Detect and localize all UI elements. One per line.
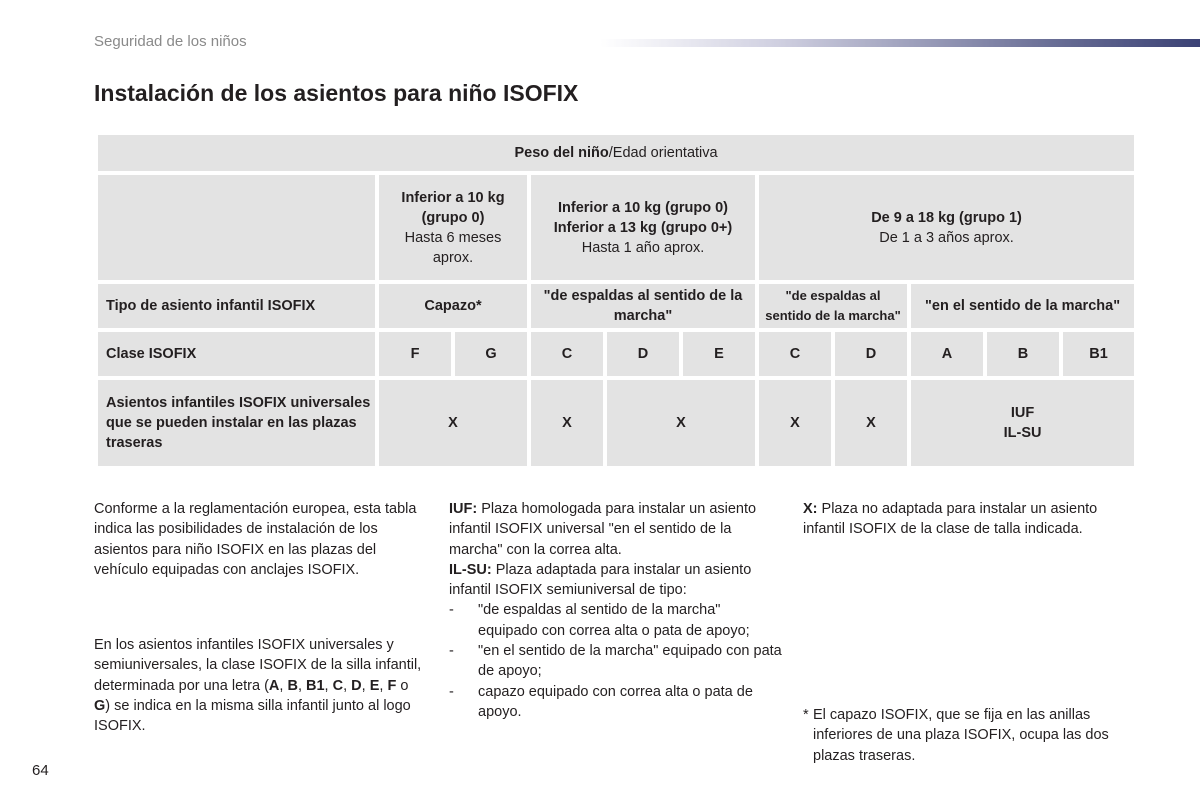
ilsu-label: IL-SU xyxy=(1003,425,1042,441)
dash-bullet: - xyxy=(449,683,454,700)
class-letter: A xyxy=(268,677,280,694)
weight-group-cell xyxy=(757,173,1136,282)
age-group-text: aprox. xyxy=(432,249,474,266)
isofix-class-paragraph xyxy=(94,635,424,736)
list-item xyxy=(449,682,784,723)
isofix-class-cell: B xyxy=(985,330,1061,378)
separator: o xyxy=(396,677,409,694)
isofix-class-cell: C xyxy=(757,330,833,378)
isofix-class-cell: A xyxy=(909,330,985,378)
class-letter: B xyxy=(287,677,298,694)
seat-type-cell: Capazo* xyxy=(377,282,529,330)
list-item-text: "de espaldas al sentido de la marcha" equipado con correa alta o pata de apoyo; xyxy=(478,602,750,639)
seat-availability-cell xyxy=(909,378,1136,468)
seat-type-cell: "de espaldas al sentido de la marcha" xyxy=(529,282,757,330)
text-column-middle xyxy=(449,499,784,722)
header-weight-label: Peso del niño xyxy=(514,145,609,161)
seat-availability-cell: X xyxy=(529,378,605,468)
section-header: Seguridad de los niños xyxy=(94,33,247,50)
isofix-class-cell: E xyxy=(681,330,757,378)
header-gradient-bar xyxy=(600,39,1200,47)
ilsu-definition xyxy=(449,560,784,601)
weight-group-text: Inferior a 10 kg xyxy=(401,189,505,206)
isofix-class-cell: C xyxy=(529,330,605,378)
dash-bullet: - xyxy=(449,602,454,619)
row-label: Asientos infantiles ISOFIX universales que se pueden instalar en las plazas traseras xyxy=(96,378,377,468)
separator: , xyxy=(361,677,370,694)
table-header-cell xyxy=(96,133,1136,173)
weight-group-text: Inferior a 10 kg (grupo 0) xyxy=(558,199,728,216)
age-group-text: Hasta 1 año aprox. xyxy=(581,239,705,256)
x-term: X: xyxy=(803,501,818,517)
text-column-right xyxy=(803,499,1138,540)
iuf-label: IUF xyxy=(1010,405,1035,421)
seat-type-cell: "de espaldas al sentido de la marcha" xyxy=(757,282,909,330)
class-letter: G xyxy=(94,697,106,714)
iuf-definition xyxy=(449,499,784,560)
seat-type-cell: "en el sentido de la marcha" xyxy=(909,282,1136,330)
seat-availability-cell: X xyxy=(605,378,757,468)
list-item xyxy=(449,600,784,641)
age-group-text: De 1 a 3 años aprox. xyxy=(879,229,1014,246)
class-letter: E xyxy=(369,677,380,694)
weight-group-text: De 9 a 18 kg (grupo 1) xyxy=(871,209,1022,226)
table-row-seat-type xyxy=(96,282,1136,330)
text-column-left xyxy=(94,499,424,580)
row-label: Tipo de asiento infantil ISOFIX xyxy=(96,282,377,330)
list-item-text: capazo equipado con correa alta o pata de apoyo. xyxy=(478,683,753,720)
footnote xyxy=(803,705,1143,766)
class-letter: F xyxy=(387,677,397,694)
footnote-marker: * xyxy=(803,707,809,723)
row-label: Clase ISOFIX xyxy=(96,330,377,378)
footnote-text: El capazo ISOFIX, que se fija en las anillas inferiores de una plaza ISOFIX, ocupa las dos plazas traseras. xyxy=(813,707,1109,764)
isofix-class-cell: D xyxy=(833,330,909,378)
isofix-class-cell: D xyxy=(605,330,681,378)
ilsu-text: Plaza adaptada para instalar un asiento infantil ISOFIX semiuniversal de tipo: xyxy=(449,561,752,599)
weight-group-text: Inferior a 13 kg (grupo 0+) xyxy=(553,219,733,236)
table-row-isofix-class xyxy=(96,330,1136,378)
dash-bullet: - xyxy=(449,643,454,660)
list-item xyxy=(449,641,784,682)
age-group-text: Hasta 6 meses xyxy=(404,229,502,246)
table-header-row xyxy=(96,133,1136,173)
isofix-class-cell: F xyxy=(377,330,453,378)
separator: , xyxy=(343,677,352,694)
weight-group-cell xyxy=(529,173,757,282)
separator: , xyxy=(379,677,388,694)
weight-group-cell xyxy=(377,173,529,282)
text-column-left-lower xyxy=(94,635,424,736)
paragraph-text: ) se indica en la misma silla infantil junto al logo ISOFIX. xyxy=(94,697,411,735)
ilsu-type-list xyxy=(449,600,784,722)
class-letter: B1 xyxy=(306,677,325,694)
table-row-universal-seats xyxy=(96,378,1136,468)
separator: , xyxy=(279,677,288,694)
empty-corner-cell xyxy=(96,173,377,282)
isofix-table xyxy=(94,131,1138,470)
paragraph-text: En los asientos infantiles ISOFIX universales y semiuniversales, la clase ISOFIX de la silla infantil, determinada por una letra ( xyxy=(94,637,422,694)
header-age-label: /Edad orientativa xyxy=(608,145,718,161)
x-text: Plaza no adaptada para instalar un asiento infantil ISOFIX de la clase de talla indicada. xyxy=(803,501,1098,538)
seat-availability-cell: X xyxy=(377,378,529,468)
separator: , xyxy=(324,677,333,694)
weight-group-text: (grupo 0) xyxy=(421,209,485,226)
isofix-class-cell: G xyxy=(453,330,529,378)
seat-availability-cell: X xyxy=(757,378,833,468)
table-row-weight-groups xyxy=(96,173,1136,282)
isofix-class-cell: B1 xyxy=(1061,330,1136,378)
x-definition xyxy=(803,499,1138,540)
page-number: 64 xyxy=(32,762,49,779)
iuf-text: Plaza homologada para instalar un asiento infantil ISOFIX universal "en el sentido de la marcha" con la correa alta. xyxy=(449,501,757,558)
ilsu-term: IL-SU: xyxy=(449,561,492,578)
seat-availability-cell: X xyxy=(833,378,909,468)
intro-paragraph: Conforme a la reglamentación europea, esta tabla indica las posibilidades de instalación de los asientos para niño ISOFIX en las plazas del vehículo equipadas con anclajes ISOFIX. xyxy=(94,501,417,578)
class-letter: D xyxy=(351,677,362,694)
page-title: Instalación de los asientos para niño ISOFIX xyxy=(94,80,579,106)
class-letter: C xyxy=(332,677,344,694)
iuf-term: IUF: xyxy=(449,501,478,517)
list-item-text: "en el sentido de la marcha" equipado con pata de apoyo; xyxy=(478,643,782,680)
separator: , xyxy=(297,677,306,694)
